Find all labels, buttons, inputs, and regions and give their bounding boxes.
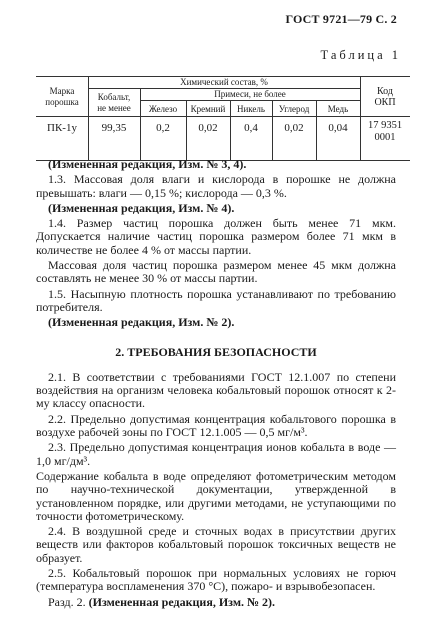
page-header: ГОСТ 9721—79 С. 2 [285,12,397,26]
composition-table [36,64,410,164]
note-amend-4: (Измененная редакция, Изм. № 4). [48,200,235,215]
cell-cu: 0,04 [328,122,348,134]
clause-1-3: 1.3. Массовая доля влаги и кислорода в порошке не должна превышать: влаги — 0,15 %; кислорода — 0,3 %. [36,172,396,200]
header-si: Кремний [190,104,226,114]
cell-grade: ПК-1у [47,122,77,134]
header-chem-composition: Химический состав, % [180,77,268,87]
table-label: Таблица 1 [320,48,401,62]
table-header-bottom-rule [36,116,410,117]
final-note [36,596,396,609]
cell-cobalt: 99,35 [101,122,127,134]
col-sep-1 [88,76,89,160]
header-c: Углерод [278,104,310,114]
final-note-prefix: Разд. 2. [48,594,86,609]
cell-fe: 0,2 [156,122,170,134]
cell-c: 0,02 [284,122,304,134]
header-ni: Никель [236,104,266,114]
clause-2-4: 2.4. В воздушной среде и сточных водах в присутствии других веществ или факторов кобальтовый порошок токсичных веществ не образует. [36,524,396,565]
document-body [36,158,396,611]
clause-2-2: 2.2. Предельно допустимая концентрация кобальтового порошка в воздухе рабочей зоны по ГОСТ 12.1.005 — 0,5 мг/м³. [36,411,396,440]
header-cobalt: Кобальт, не менее [97,92,131,113]
header-fe: Железо [148,104,178,114]
clause-2-5: 2.5. Кобальтовый порошок при нормальных условиях не горюч (температура воспламенения 370 °С), пожаро- и взрывобезопасен. [36,566,396,594]
cell-si: 0,02 [198,122,218,134]
clause-2-3-method: Содержание кобальта в воде определяют фотометрическим методом по научно-технической документации, утвержденной в установленном порядке, или другими методами, не уступающими по точности фотометрическому. [36,468,396,523]
clause-1-4: 1.4. Размер частиц порошка должен быть менее 71 мкм. Допускается наличие частиц порошка размером более 71 мкм в количестве не более 4 % от массы партии. [36,216,396,257]
clause-1-5: 1.5. Насыпную плотность порошка устанавливают по требованию потребителя. [36,286,396,314]
header-cu: Медь [327,104,349,114]
clause-1-4-mass: Массовая доля частиц порошка размером менее 45 мкм должна составлять не менее 30 % от массы партии. [36,258,396,286]
note-amend-3-4: (Измененная редакция, Изм. № 3, 4). [48,157,247,171]
note-amend-2: (Измененная редакция, Изм. № 2). [48,315,235,330]
header-grade: Марка порошка [45,86,79,107]
final-note-amend: (Измененная редакция, Изм. № 2). [88,594,276,609]
section-title: 2. ТРЕБОВАНИЯ БЕЗОПАСНОСТИ [115,344,317,359]
header-okp: Код ОКП [374,86,396,108]
clause-2-1: 2.1. В соответствии с требованиями ГОСТ 12.1.007 по степени воздействия на организм человека кобальтовый порошок относят к 2-му классу опасности. [36,369,396,411]
header-impurities: Примеси, не более [214,89,286,99]
clause-2-3: 2.3. Предельно допустимая концентрация ионов кобальта в воде — 1,0 мг/дм³. [36,440,396,468]
impurities-underline [140,100,360,101]
cell-okp: 17 9351 0001 [367,120,403,143]
cell-ni: 0,4 [244,122,258,134]
